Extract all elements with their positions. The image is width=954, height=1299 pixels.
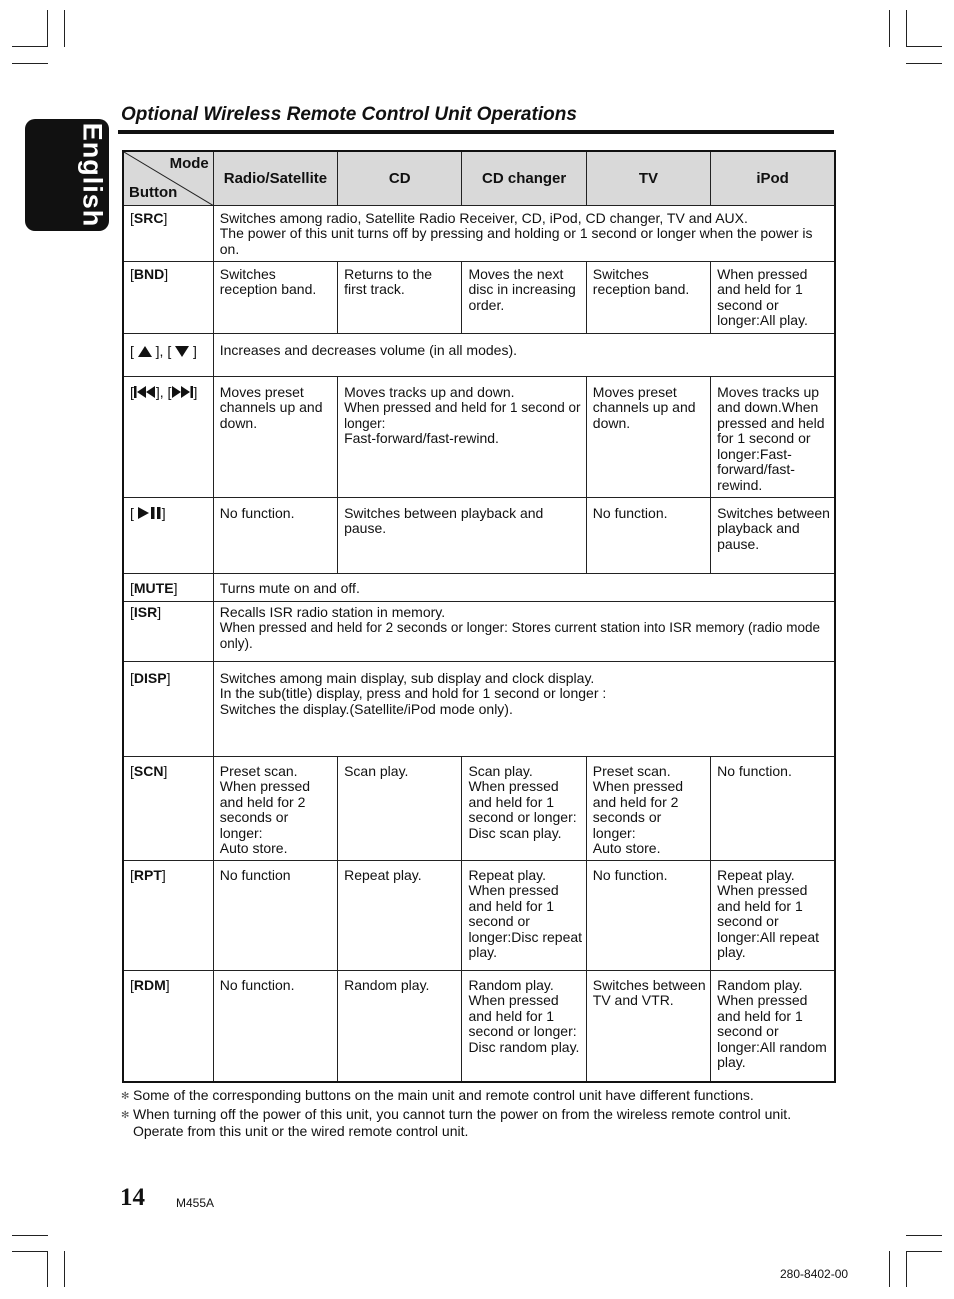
- skip-radio: Moves preset channels up and down.: [213, 376, 337, 497]
- scn-changer-line-1: Scan play.: [468, 762, 533, 779]
- table-row: [123, 497, 835, 573]
- crop-mark: [906, 46, 942, 47]
- skip-previous-icon: [134, 386, 156, 398]
- rpt-changer-line-1: Repeat play.: [468, 866, 547, 883]
- crop-mark: [47, 1251, 48, 1287]
- language-tab-label: English: [77, 122, 108, 228]
- disp-description: [213, 661, 835, 756]
- disp-button-cell: [DISP]: [123, 661, 213, 756]
- footnote-text: When turning off the power of this unit, you cannot turn the power on from the wireless remote control unit. Operate from this unit or the wired remote control unit.: [133, 1105, 792, 1139]
- bnd-cd: Returns to the first track.: [338, 261, 462, 333]
- rpt-tv: No function.: [586, 860, 710, 970]
- scn-changer-line-2: When pressed and held for 1 second or longer:: [468, 778, 577, 825]
- footnote: [121, 1087, 841, 1106]
- crop-mark: [64, 10, 65, 47]
- play-ipod: Switches between playback and pause.: [711, 497, 835, 573]
- crop-mark: [889, 1251, 890, 1287]
- disp-line-1: Switches among main display, sub display and clock display.: [219, 669, 595, 686]
- play-radio: No function.: [213, 497, 337, 573]
- disp-line-2: In the sub(title) display, press and hold for 1 second or longer :: [219, 685, 607, 701]
- isr-button-cell: [ISR]: [123, 601, 213, 661]
- remote-operations-table: [122, 150, 836, 1083]
- scn-radio-line-3: Auto store.: [219, 840, 288, 856]
- src-button-cell: [SRC]: [123, 205, 213, 261]
- skip-tv: Moves preset channels up and down.: [586, 376, 710, 497]
- crop-mark: [906, 1251, 942, 1252]
- table-row: [123, 376, 835, 497]
- skip-cd-line-2: When pressed and held for 1 second or longer:: [344, 400, 581, 431]
- scn-button-label: SCN: [133, 762, 164, 779]
- isr-button-label: ISR: [133, 603, 158, 620]
- scn-tv-line-1: Preset scan.: [592, 762, 671, 779]
- bnd-button-label: BND: [133, 265, 165, 282]
- rpt-ipod: [711, 860, 835, 970]
- crop-mark: [12, 1235, 48, 1236]
- mode-header-label: Mode: [169, 155, 209, 172]
- scn-ipod: No function.: [711, 756, 835, 860]
- table-row: [123, 860, 835, 970]
- skip-button-cell: [ ], [ ]: [123, 376, 213, 497]
- rdm-changer-line-2: When pressed and held for 1 second or longer:: [468, 992, 577, 1039]
- rdm-ipod-line-2: When pressed and held for 1 second or longer:All random play.: [717, 992, 827, 1070]
- src-description: [213, 205, 835, 261]
- title-rule: [118, 130, 834, 134]
- src-line-1: Switches among radio, Satellite Radio Receiver, CD, iPod, CD changer, TV and AUX.: [219, 209, 748, 226]
- crop-mark: [906, 1235, 942, 1236]
- asterisk-icon: ✻: [121, 1091, 130, 1102]
- play-cd: Switches between playback and pause.: [338, 497, 587, 573]
- skip-cd-line-1: Moves tracks up and down.: [344, 383, 515, 400]
- rpt-changer-line-2: When pressed and held for 1 second or longer:Disc repeat play.: [468, 882, 583, 960]
- crop-mark: [64, 1251, 65, 1287]
- disp-line-3: Switches the display.(Satellite/iPod mode only).: [219, 700, 513, 717]
- bnd-tv: Switches reception band.: [586, 261, 710, 333]
- table-row: [123, 661, 835, 756]
- bnd-button-cell: [BND]: [123, 261, 213, 333]
- rdm-cd-changer: [462, 970, 586, 1082]
- isr-line-2: When pressed and held for 2 seconds or longer: Stores current station into ISR memory (radio mode only).: [219, 620, 821, 651]
- skip-cd-line-3: Fast-forward/fast-rewind.: [344, 430, 499, 446]
- col-cd: CD: [338, 151, 462, 205]
- col-tv: TV: [586, 151, 710, 205]
- col-radio-satellite: Radio/Satellite: [213, 151, 337, 205]
- section-title: Optional Wireless Remote Control Unit Operations: [121, 104, 577, 125]
- scn-cd: Scan play.: [338, 756, 462, 860]
- crop-mark: [47, 10, 48, 47]
- rpt-cd-changer: [462, 860, 586, 970]
- crop-mark: [889, 10, 890, 47]
- rpt-cd: Repeat play.: [338, 860, 462, 970]
- play-tv: No function.: [586, 497, 710, 573]
- table-row: [123, 333, 835, 376]
- bnd-radio: Switches reception band.: [213, 261, 337, 333]
- crop-mark: [12, 63, 48, 64]
- scn-tv-line-2: When pressed and held for 2 seconds or longer:: [592, 778, 684, 841]
- scn-tv-line-3: Auto store.: [592, 840, 661, 856]
- header-row: [123, 151, 835, 205]
- rpt-ipod-line-2: When pressed and held for 1 second or longer:All repeat play.: [717, 882, 820, 960]
- mode-button-header: [123, 151, 213, 205]
- crop-mark: [12, 1251, 48, 1252]
- rdm-button-cell: [RDM]: [123, 970, 213, 1082]
- rdm-cd: Random play.: [338, 970, 462, 1082]
- footnote-text: Some of the corresponding buttons on the main unit and remote control unit have different functions.: [133, 1087, 754, 1103]
- skip-cd: [338, 376, 587, 497]
- bnd-cd-changer: Moves the next disc in increasing order.: [462, 261, 586, 333]
- rdm-tv: Switches between TV and VTR.: [586, 970, 710, 1082]
- bnd-ipod: When pressed and held for 1 second or longer:All play.: [711, 261, 835, 333]
- footnotes: [121, 1087, 841, 1141]
- table-row: [123, 601, 835, 661]
- mute-button-label: MUTE: [133, 579, 174, 596]
- scn-radio: [213, 756, 337, 860]
- rpt-button-label: RPT: [133, 866, 162, 883]
- table-row: [123, 205, 835, 261]
- button-header-label: Button: [129, 184, 178, 201]
- src-button-label: SRC: [133, 209, 164, 226]
- play-pause-button-cell: [ ]: [123, 497, 213, 573]
- skip-ipod: Moves tracks up and down.When pressed and held for 1 second or longer:Fast-forward/fast-rewind.: [711, 376, 835, 497]
- volume-description: Increases and decreases volume (in all modes).: [213, 333, 835, 376]
- skip-next-icon: [171, 386, 193, 398]
- scn-changer-line-3: Disc scan play.: [468, 824, 562, 841]
- scn-cd-changer: [462, 756, 586, 860]
- rdm-ipod-line-1: Random play.: [717, 976, 803, 993]
- col-cd-changer: CD changer: [462, 151, 586, 205]
- rdm-changer-line-3: Disc random play.: [468, 1038, 580, 1055]
- rdm-button-label: RDM: [133, 976, 166, 993]
- table-row: [123, 573, 835, 601]
- scn-tv: [586, 756, 710, 860]
- rdm-radio: No function.: [213, 970, 337, 1082]
- mute-button-cell: [MUTE]: [123, 573, 213, 601]
- footnote: [121, 1106, 841, 1141]
- play-pause-icon: [138, 507, 162, 519]
- table-row: [123, 756, 835, 860]
- document-code: 280-8402-00: [780, 1267, 849, 1281]
- src-line-2: The power of this unit turns off by pressing and holding or 1 second or longer when the power is on.: [219, 225, 813, 257]
- volume-down-icon: [175, 346, 189, 357]
- crop-mark: [906, 63, 942, 64]
- col-ipod: iPod: [711, 151, 835, 205]
- disp-button-label: DISP: [133, 669, 167, 686]
- scn-button-cell: [SCN]: [123, 756, 213, 860]
- rpt-button-cell: [RPT]: [123, 860, 213, 970]
- rpt-radio: No function: [213, 860, 337, 970]
- rpt-ipod-line-1: Repeat play.: [717, 866, 795, 883]
- crop-mark: [906, 1251, 907, 1287]
- scn-radio-line-1: Preset scan.: [219, 762, 298, 779]
- crop-mark: [906, 10, 907, 47]
- isr-line-1: Recalls ISR radio station in memory.: [219, 603, 446, 620]
- table-row: [123, 970, 835, 1082]
- volume-up-icon: [138, 346, 152, 357]
- rdm-ipod: [711, 970, 835, 1082]
- isr-description: [213, 601, 835, 661]
- volume-button-cell: [ ], [ ]: [123, 333, 213, 376]
- rdm-changer-line-1: Random play.: [468, 976, 554, 993]
- page-number: 14: [120, 1184, 145, 1211]
- mute-description: Turns mute on and off.: [213, 573, 835, 601]
- table-row: [123, 261, 835, 333]
- model-code: M455A: [176, 1196, 215, 1210]
- crop-mark: [12, 46, 48, 47]
- asterisk-icon: ✻: [121, 1109, 130, 1121]
- scn-radio-line-2: When pressed and held for 2 seconds or longer:: [219, 778, 311, 841]
